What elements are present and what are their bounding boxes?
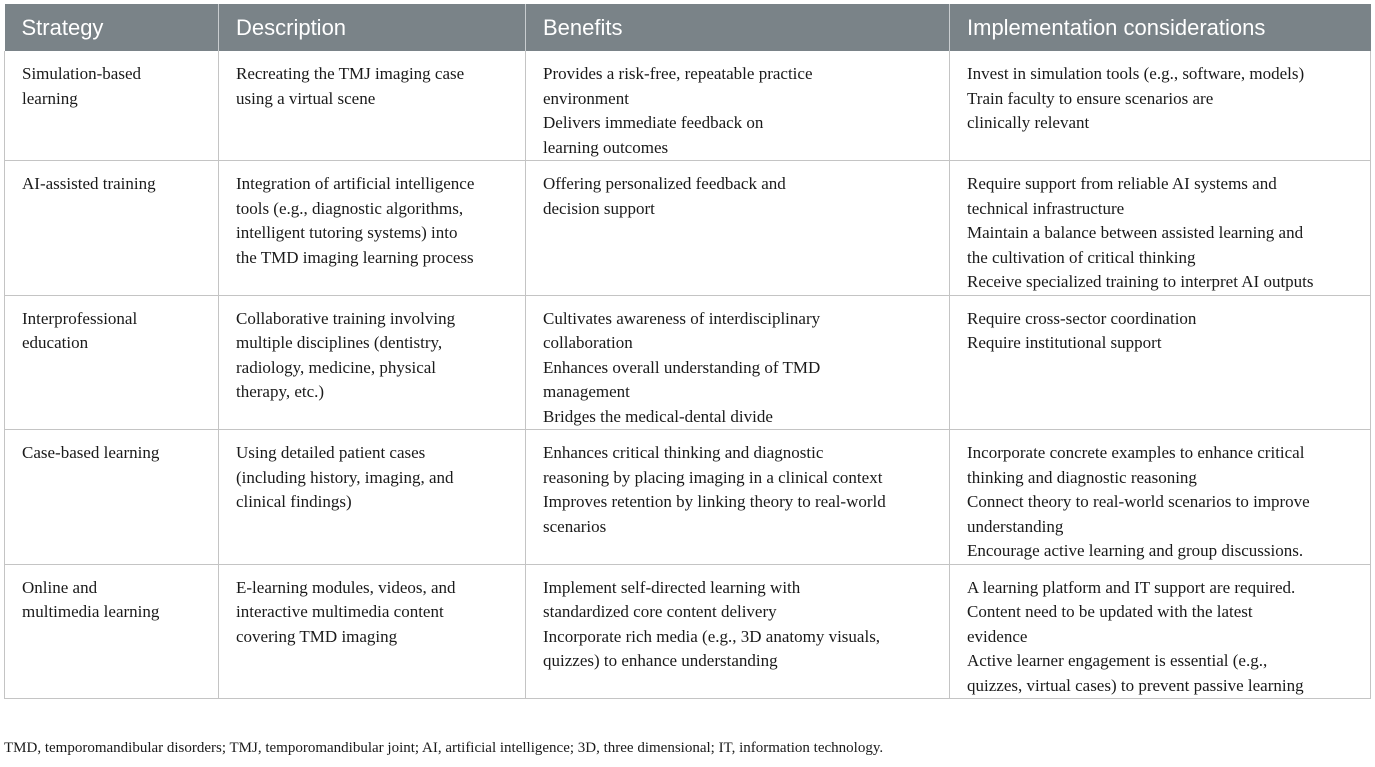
cell-strategy: Online and multimedia learning [5, 564, 219, 699]
table-row [5, 564, 1371, 699]
header-strategy: Strategy [5, 4, 219, 51]
table-body [5, 51, 1371, 699]
table-row [5, 430, 1371, 565]
cell-implementation: Require cross-sector coordination Require institutional support [950, 295, 1371, 430]
cell-strategy: Case-based learning [5, 430, 219, 565]
cell-strategy: AI-assisted training [5, 161, 219, 296]
cell-implementation: Incorporate concrete examples to enhance critical thinking and diagnostic reasoning Connect theory to real-world scenarios to improve understanding Encourage active learning and group discussions. [950, 430, 1371, 565]
header-row [5, 4, 1371, 51]
cell-benefits: Implement self-directed learning with standardized core content delivery Incorporate rich media (e.g., 3D anatomy visuals, quizzes) to enhance understanding [526, 564, 950, 699]
cell-strategy: Interprofessional education [5, 295, 219, 430]
cell-implementation: A learning platform and IT support are required. Content need to be updated with the latest evidence Active learner engagement is essential (e.g., quizzes, virtual cases) to prevent passive learning [950, 564, 1371, 699]
header-description: Description [219, 4, 526, 51]
table-header [5, 4, 1371, 51]
table-row [5, 161, 1371, 296]
cell-benefits: Enhances critical thinking and diagnostic reasoning by placing imaging in a clinical context Improves retention by linking theory to real-world scenarios [526, 430, 950, 565]
cell-implementation: Require support from reliable AI systems and technical infrastructure Maintain a balance between assisted learning and the cultivation of critical thinking Receive specialized training to interpret AI outputs [950, 161, 1371, 296]
cell-benefits: Offering personalized feedback and decision support [526, 161, 950, 296]
cell-description: Integration of artificial intelligence tools (e.g., diagnostic algorithms, intelligent tutoring systems) into the TMD imaging learning process [219, 161, 526, 296]
cell-description: Recreating the TMJ imaging case using a virtual scene [219, 51, 526, 161]
cell-description: Using detailed patient cases (including history, imaging, and clinical findings) [219, 430, 526, 565]
header-benefits: Benefits [526, 4, 950, 51]
strategies-table [4, 4, 1371, 699]
table-footnote: TMD, temporomandibular disorders; TMJ, temporomandibular joint; AI, artificial intelligence; 3D, three dimensional; IT, information technology. [4, 740, 884, 756]
cell-benefits: Cultivates awareness of interdisciplinary collaboration Enhances overall understanding of TMD management Bridges the medical-dental divide [526, 295, 950, 430]
table-row [5, 295, 1371, 430]
cell-description: Collaborative training involving multiple disciplines (dentistry, radiology, medicine, physical therapy, etc.) [219, 295, 526, 430]
cell-implementation: Invest in simulation tools (e.g., software, models) Train faculty to ensure scenarios are clinically relevant [950, 51, 1371, 161]
cell-strategy: Simulation-based learning [5, 51, 219, 161]
header-implementation-considerations: Implementation considerations [950, 4, 1371, 51]
cell-description: E-learning modules, videos, and interactive multimedia content covering TMD imaging [219, 564, 526, 699]
cell-benefits: Provides a risk-free, repeatable practice environment Delivers immediate feedback on learning outcomes [526, 51, 950, 161]
table-row [5, 51, 1371, 161]
